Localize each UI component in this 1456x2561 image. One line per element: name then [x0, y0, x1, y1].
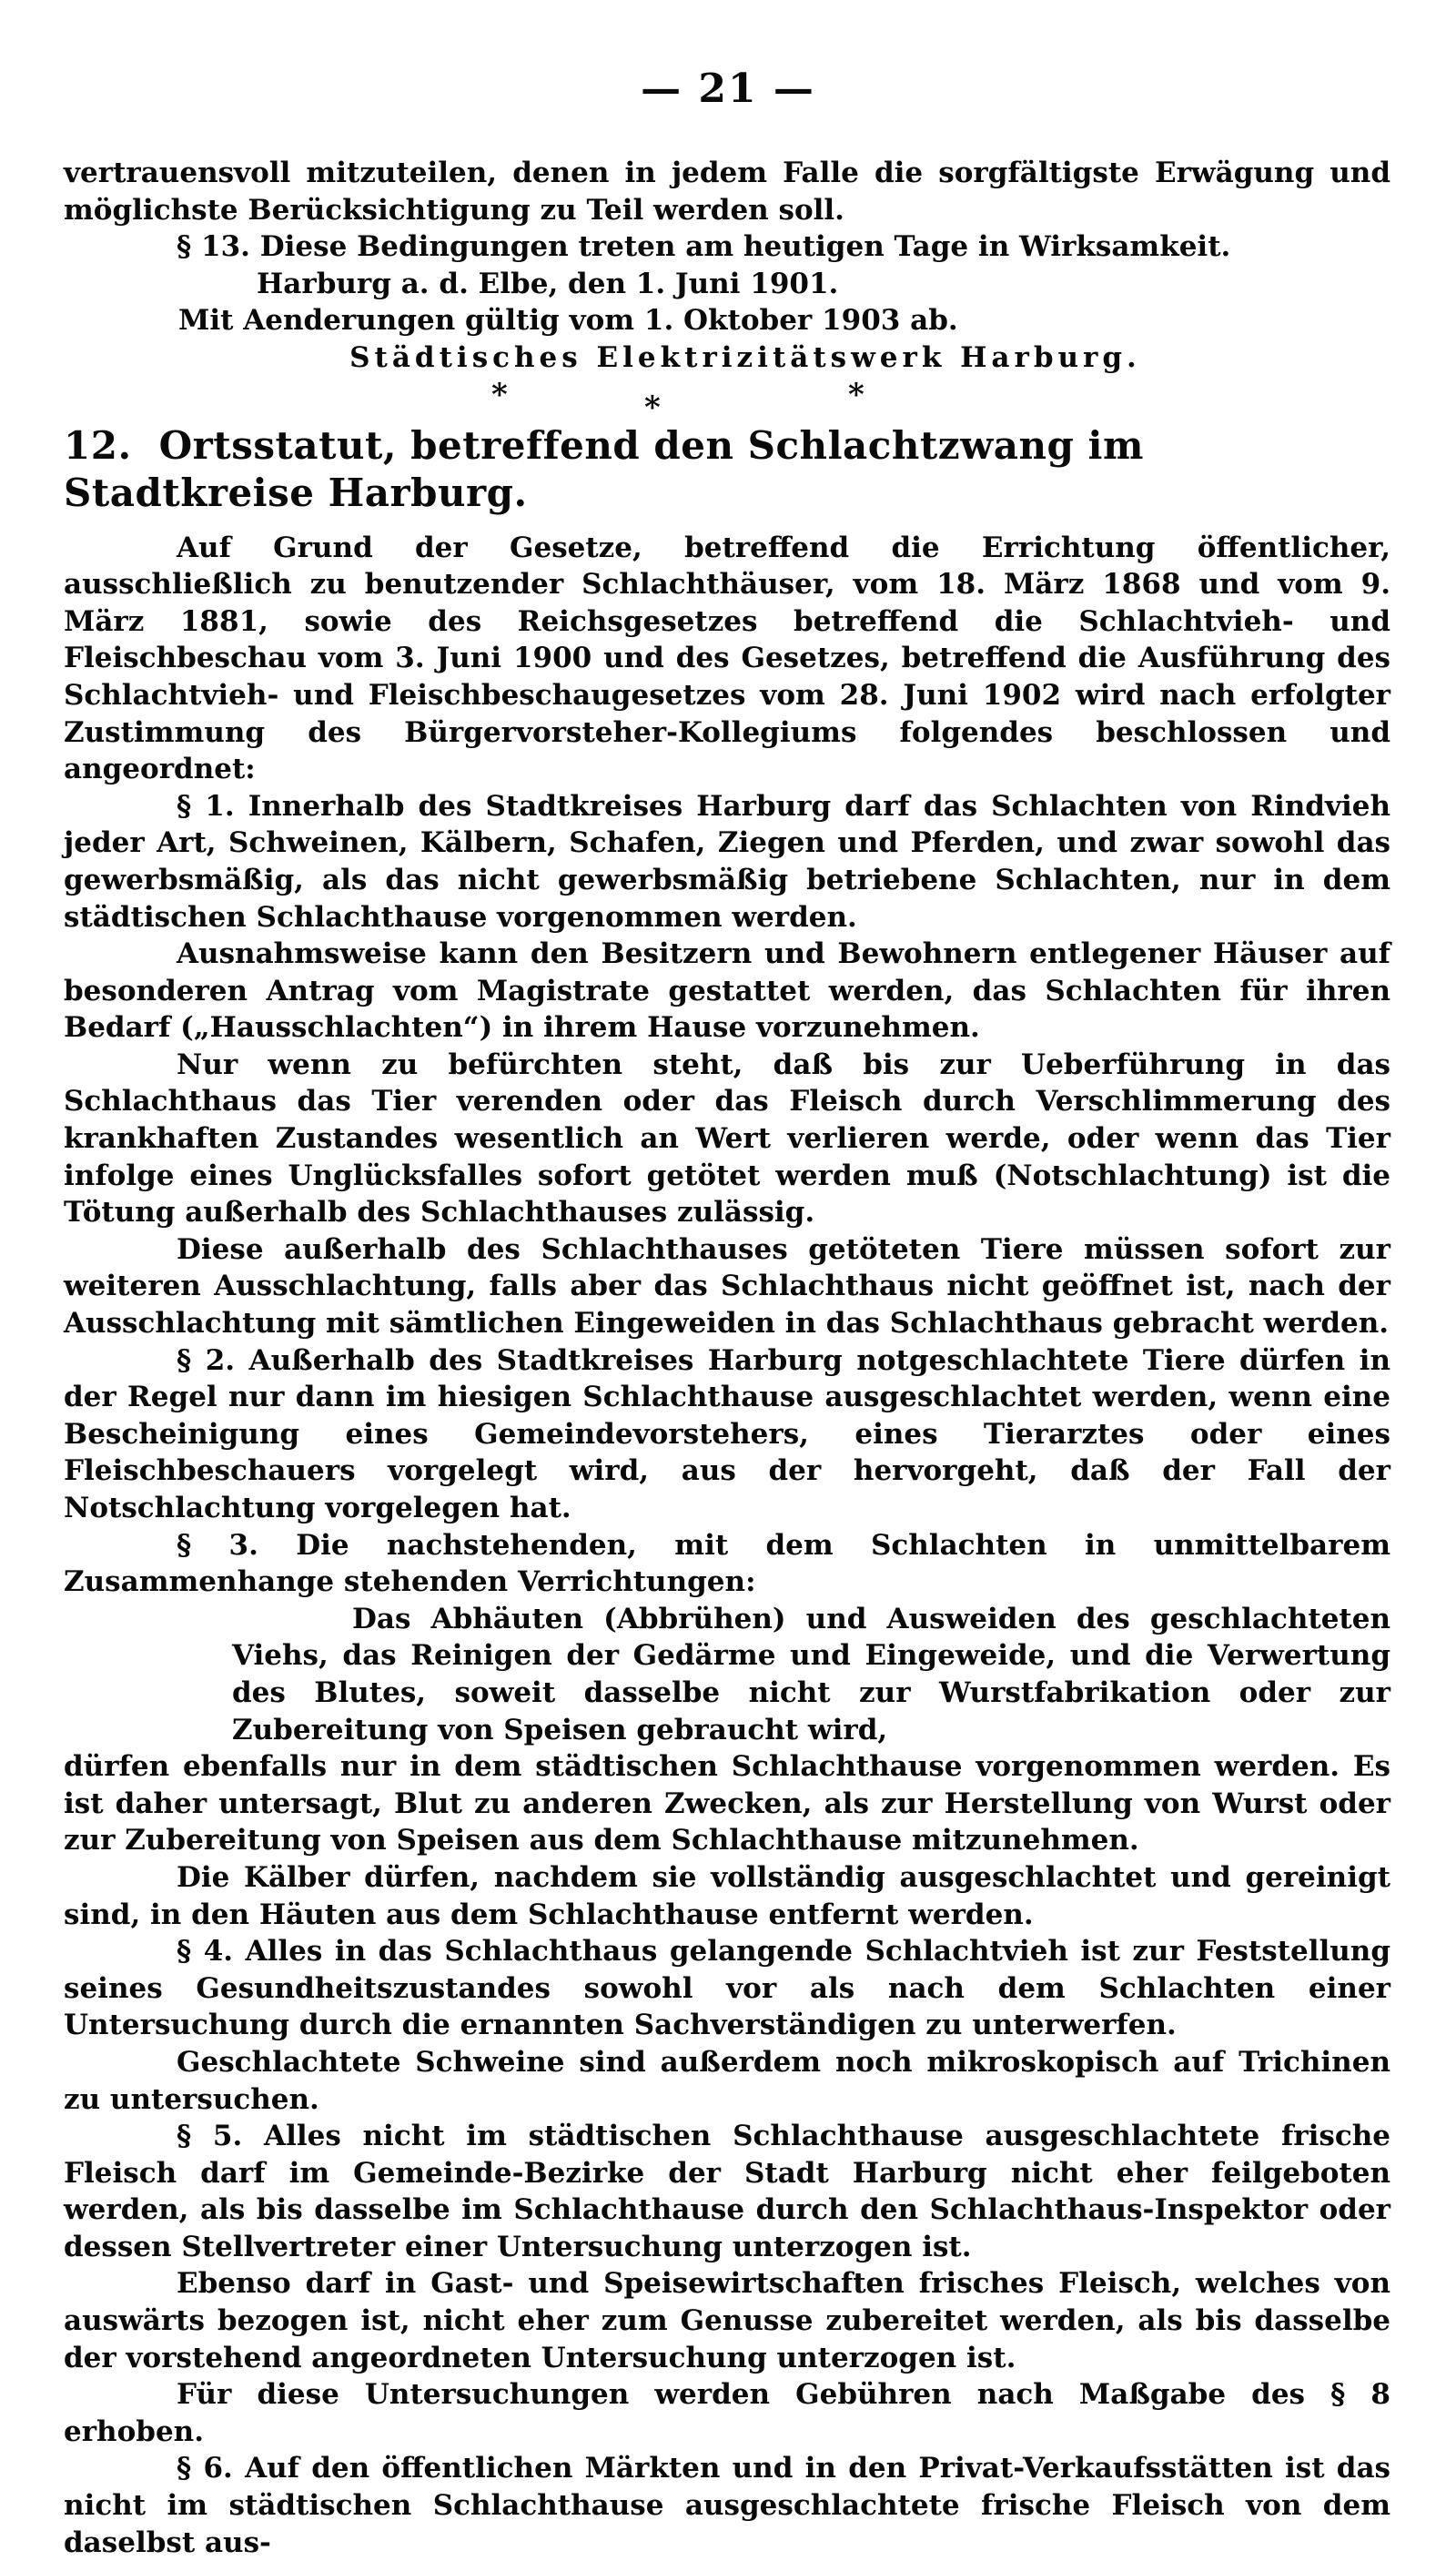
paragraph: § 6. Auf den öffentlichen Märkten und in den Privat-Verkaufsstätten ist das nicht im städtischen Schlachthause ausgeschlachtete frische Fleisch von dem daselbst aus-	[64, 2452, 1390, 2559]
paragraph: Ebenso darf in Gast- und Speisewirtschaften frisches Fleisch, welches von auswärts bezogen ist, nicht eher zum Genusse zubereitet werden, als bis dasselbe der vorstehend angeordneten Untersuchung unterzogen ist.	[64, 2267, 1390, 2374]
star: *	[644, 389, 661, 426]
paragraph: Die Kälber dürfen, nachdem sie vollständig ausgeschlachtet und gereinigt sind, in den Häuten aus dem Schlachthause entfernt werden.	[64, 1860, 1390, 1931]
paragraph: § 1. Innerhalb des Stadtkreises Harburg darf das Schlachten von Rindvieh jeder Art, Schweinen, Kälbern, Schafen, Ziegen und Pferden, und zwar sowohl das gewerbsmäßig, als das nicht gewerbsmäßig betriebene Schlachten, nur in dem städtischen Schlachthause vorgenommen werden.	[64, 789, 1390, 934]
institution-signature: Städtisches Elektrizitätswerk Harburg.	[349, 340, 1141, 374]
section-title: Ortsstatut, betreffend den Schlachtzwang im Stadtkreise Harburg.	[64, 422, 1144, 515]
paragraph: Nur wenn zu befürchten steht, daß bis zur Ueberführung in das Schlachthaus das Tier verenden oder das Fleisch durch Verschlimmerung des krankhaften Zustandes wesentlich an Wert verlieren werde, oder wenn das Tier infolge eines Unglücksfalles sofort getötet werden muß (Notschlachtung) ist die Tötung außerhalb des Schlachthauses zulässig.	[64, 1048, 1390, 1230]
document-body	[64, 155, 1390, 2561]
separator-stars	[64, 376, 1390, 426]
paragraph: § 4. Alles in das Schlachthaus gelangende Schlachtvieh ist zur Feststellung seines Gesundheitszustandes sowohl vor als nach dem Schlachten einer Untersuchung durch die ernannten Sachverständigen zu unterwerfen.	[64, 1935, 1390, 2042]
page-number: — 21 —	[641, 66, 815, 112]
place-date: Harburg a. d. Elbe, den 1. Juni 1901.	[257, 267, 839, 300]
quoted-block: Das Abhäuten (Abbrühen) und Ausweiden des geschlachteten Viehs, das Reinigen der Gedärme und Eingeweide, und die Verwertung des Blutes, soweit dasselbe nicht zur Wurstfabrikation oder zur Zubereitung von Speisen gebraucht wird,	[232, 1602, 1390, 1746]
section-heading	[64, 422, 1390, 517]
paragraph: Geschlachtete Schweine sind außerdem noch mikroskopisch auf Trichinen zu untersuchen.	[64, 2045, 1390, 2116]
modification-note: Mit Aenderungen gültig vom 1. Oktober 1903 ab.	[178, 304, 958, 338]
paragraph: § 3. Die nachstehenden, mit dem Schlachten in unmittelbarem Zusammenhange stehenden Verrichtungen:	[64, 1528, 1390, 1599]
paragraph: Auf Grund der Gesetze, betreffend die Errichtung öffentlicher, ausschließlich zu benutzender Schlachthäuser, vom 18. März 1868 und vom 9. März 1881, sowie des Reichsgesetzes betreffend die Schlachtvieh- und Fleischbeschau vom 3. Juni 1900 und des Gesetzes, betreffend die Ausführung des Schlachtvieh- und Fleischbeschaugesetzes vom 28. Juni 1902 wird nach erfolgter Zustimmung des Bürgervorsteher-Kollegiums folgendes beschlossen und angeordnet:	[64, 531, 1390, 786]
paragraph: Ausnahmsweise kann den Besitzern und Bewohnern entlegener Häuser auf besonderen Antrag vom Magistrate gestattet werden, das Schlachten für ihren Bedarf („Hausschlachten“) in ihrem Hause vorzunehmen.	[64, 937, 1390, 1045]
paragraph: dürfen ebenfalls nur in dem städtischen Schlachthause vorgenommen werden. Es ist daher untersagt, Blut zu anderen Zwecken, als zur Herstellung von Wurst oder zur Zubereitung von Speisen aus dem Schlachthause mitzunehmen.	[64, 1750, 1390, 1857]
star: *	[491, 376, 508, 413]
paragraph: § 5. Alles nicht im städtischen Schlachthause ausgeschlachtete frische Fleisch darf im Gemeinde-Bezirke der Stadt Harburg nicht eher feilgeboten werden, als bis dasselbe im Schlachthause durch den Schlachthaus-Inspektor oder dessen Stellvertreter einer Untersuchung unterzogen ist.	[64, 2120, 1390, 2263]
paragraph: Für diese Untersuchungen werden Gebühren nach Maßgabe des § 8 erhoben.	[64, 2378, 1390, 2448]
star: *	[848, 376, 864, 413]
paragraph: § 13. Diese Bedingungen treten am heutigen Tage in Wirksamkeit.	[177, 230, 1231, 264]
paragraph: Diese außerhalb des Schlachthauses getöteten Tiere müssen sofort zur weiteren Ausschlachtung, falls aber das Schlachthaus nicht geöffnet ist, nach der Ausschlachtung mit sämtlichen Eingeweiden in das Schlachthaus gebracht werden.	[64, 1232, 1390, 1341]
section-number: 12.	[64, 422, 132, 468]
paragraph: § 2. Außerhalb des Stadtkreises Harburg notgeschlachtete Tiere dürfen in der Regel nur dann im hiesigen Schlachthause ausgeschlachtet werden, wenn eine Bescheinigung eines Gemeindevorstehers, eines Tierarztes oder eines Fleischbeschauers vorgelegt wird, aus der hervorgeht, daß der Fall der Notschlachtung vorgelegen hat.	[64, 1343, 1390, 1524]
paragraph: vertrauensvoll mitzuteilen, denen in jedem Falle die sorgfältigste Erwägung und möglichste Berücksichtigung zu Teil werden soll.	[64, 157, 1390, 227]
